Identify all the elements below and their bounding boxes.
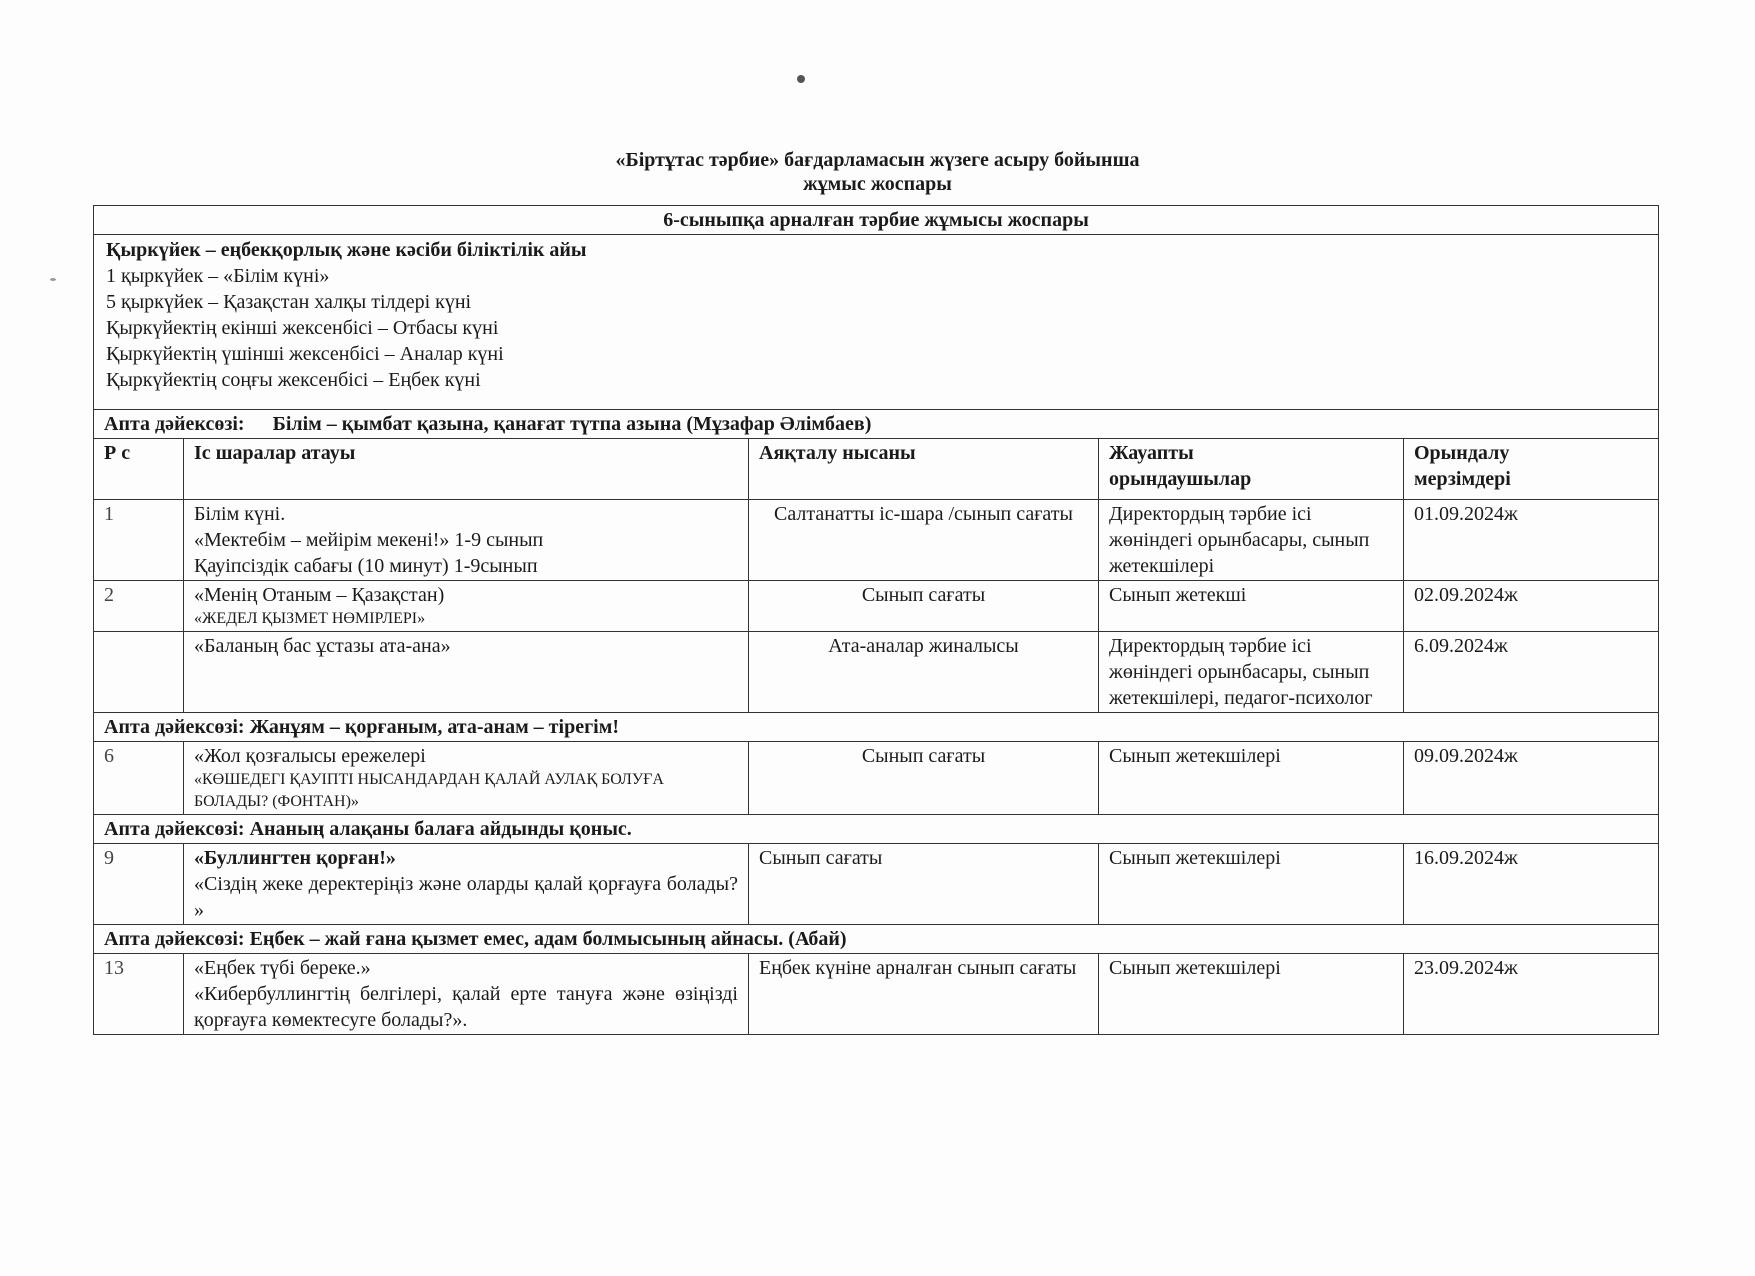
week-motto-row: [94, 713, 1659, 742]
week-motto-row: [94, 815, 1659, 844]
month-event: Қыркүйектің үшінші жексенбісі – Аналар күні: [106, 343, 504, 365]
col-header-date-l1: Орындалу: [1414, 442, 1510, 464]
table-row: [94, 500, 1659, 581]
table-row: [94, 954, 1659, 1035]
row-name: [184, 844, 749, 925]
row-form: Сынып сағаты: [749, 742, 1099, 815]
row-responsible: Директордың тәрбие ісі жөніндегі орынбасары, сынып жетекшілері: [1099, 500, 1404, 581]
month-block: [94, 235, 1659, 410]
table-row: [94, 742, 1659, 815]
row-date: 6.09.2024ж: [1404, 632, 1659, 713]
table-header: 6-сыныпқа арналған тәрбие жұмысы жоспары: [94, 206, 1659, 235]
motto-label: Апта дәйексөзі:: [104, 928, 245, 950]
col-header-name: Іс шаралар атауы: [184, 439, 749, 500]
week-motto: [94, 410, 1659, 439]
row-num: 13: [94, 954, 184, 1035]
col-header-date: [1404, 439, 1659, 500]
week-motto-row: [94, 925, 1659, 954]
row-name-subtitle: «КӨШЕДЕГІ ҚАУІПТІ НЫСАНДАРДАН ҚАЛАЙ АУЛАҚ БОЛУҒА БОЛАДЫ? (ФОНТАН)»: [194, 771, 664, 810]
col-header-num: Р с: [94, 439, 184, 500]
month-event: Қыркүйектің соңғы жексенбісі – Еңбек күні: [106, 369, 481, 391]
motto-text: Еңбек – жай ғана қызмет емес, адам болмысының айнасы. (Абай): [249, 928, 847, 950]
col-header-date-l2: мерзімдері: [1414, 468, 1511, 490]
motto-label: Апта дәйексөзі:: [104, 818, 245, 840]
row-name-line: «Еңбек түбі береке.»: [194, 957, 371, 979]
row-name: [184, 954, 749, 1035]
row-form: Ата-аналар жиналысы: [749, 632, 1099, 713]
work-plan-table: [93, 205, 1659, 1035]
row-num: [94, 632, 184, 713]
row-date: 02.09.2024ж: [1404, 581, 1659, 632]
title-line-2: жұмыс жоспары: [803, 173, 952, 195]
title-line-1: «Біртұтас тәрбие» бағдарламасын жүзеге асыру бойынша: [615, 149, 1140, 171]
row-name-line: «Кибербуллингтің белгілері, қалай ерте тануға және өзіңізді қорғауға көмектесуге болады?».: [194, 983, 738, 1031]
row-name: [184, 632, 749, 713]
row-name-line: «Жол қозғалысы ережелері: [194, 745, 426, 767]
motto-text: Жанұям – қорғаным, ата-анам – тірегім!: [249, 716, 619, 738]
row-num: 2: [94, 581, 184, 632]
row-num: 6: [94, 742, 184, 815]
row-form: Еңбек күніне арналған сынып сағаты: [749, 954, 1099, 1035]
row-num: 1: [94, 500, 184, 581]
month-event: Қыркүйектің екінші жексенбісі – Отбасы күні: [106, 317, 499, 339]
row-responsible: Сынып жетекші: [1099, 581, 1404, 632]
column-header-row: [94, 439, 1659, 500]
week-motto: [94, 713, 1659, 742]
motto-label: Апта дәйексөзі:: [104, 716, 245, 738]
table-row: [94, 844, 1659, 925]
row-form: Сынып сағаты: [749, 844, 1099, 925]
row-name-line: «Сіздің жеке деректеріңіз және оларды қалай қорғауға болады? »: [194, 873, 738, 921]
col-header-responsible: [1099, 439, 1404, 500]
row-name-line: Қауіпсіздік сабағы (10 минут) 1-9сынып: [194, 555, 538, 577]
col-header-responsible-l1: Жауапты: [1109, 442, 1194, 464]
row-name-line: «Баланың бас ұстазы ата-ана»: [194, 635, 451, 657]
col-header-form: Аяқталу нысаны: [749, 439, 1099, 500]
row-responsible: Сынып жетекшілері: [1099, 844, 1404, 925]
row-date: 23.09.2024ж: [1404, 954, 1659, 1035]
row-form: Сынып сағаты: [749, 581, 1099, 632]
table-row: [94, 632, 1659, 713]
row-responsible: Сынып жетекшілері: [1099, 954, 1404, 1035]
row-date: 01.09.2024ж: [1404, 500, 1659, 581]
row-name-subtitle: «ЖЕДЕЛ ҚЫЗМЕТ НӨМІРЛЕРІ»: [194, 610, 426, 627]
row-form: Салтанатты іс-шара /сынып сағаты: [749, 500, 1099, 581]
motto-text: Ананың алақаны балаға айдынды қоныс.: [249, 818, 632, 840]
col-header-responsible-l2: орындаушылар: [1109, 468, 1252, 490]
month-event: 5 қыркүйек – Қазақстан халқы тілдері күні: [106, 291, 472, 313]
scan-speck: [797, 75, 805, 83]
row-responsible: Директордың тәрбие ісі жөніндегі орынбасары, сынып жетекшілері, педагог-психолог: [1099, 632, 1404, 713]
week-motto: [94, 925, 1659, 954]
motto-label: Апта дәйексөзі:: [104, 413, 245, 435]
table-header-row: [94, 206, 1659, 235]
scan-speck: [50, 278, 56, 281]
row-num: 9: [94, 844, 184, 925]
document-title: [0, 148, 1755, 196]
month-title: Қыркүйек – еңбекқорлық және кәсіби біліктілік айы: [106, 239, 587, 261]
row-responsible: Сынып жетекшілері: [1099, 742, 1404, 815]
week-motto: [94, 815, 1659, 844]
row-name: [184, 500, 749, 581]
motto-text: Білім – қымбат қазына, қанағат түтпа азына (Мұзафар Әлімбаев): [272, 413, 872, 435]
row-name: [184, 581, 749, 632]
month-event: 1 қыркүйек – «Білім күні»: [106, 265, 330, 287]
week-motto-row: [94, 410, 1659, 439]
row-date: 16.09.2024ж: [1404, 844, 1659, 925]
row-date: 09.09.2024ж: [1404, 742, 1659, 815]
row-name-title: «Буллингтен қорған!»: [194, 847, 396, 869]
table-row: [94, 581, 1659, 632]
row-name: [184, 742, 749, 815]
month-row: [94, 235, 1659, 410]
row-name-line: «Мектебім – мейірім мекені!» 1-9 сынып: [194, 529, 544, 551]
row-name-line: Білім күні.: [194, 503, 286, 525]
row-name-line: «Менің Отаным – Қазақстан): [194, 584, 445, 606]
